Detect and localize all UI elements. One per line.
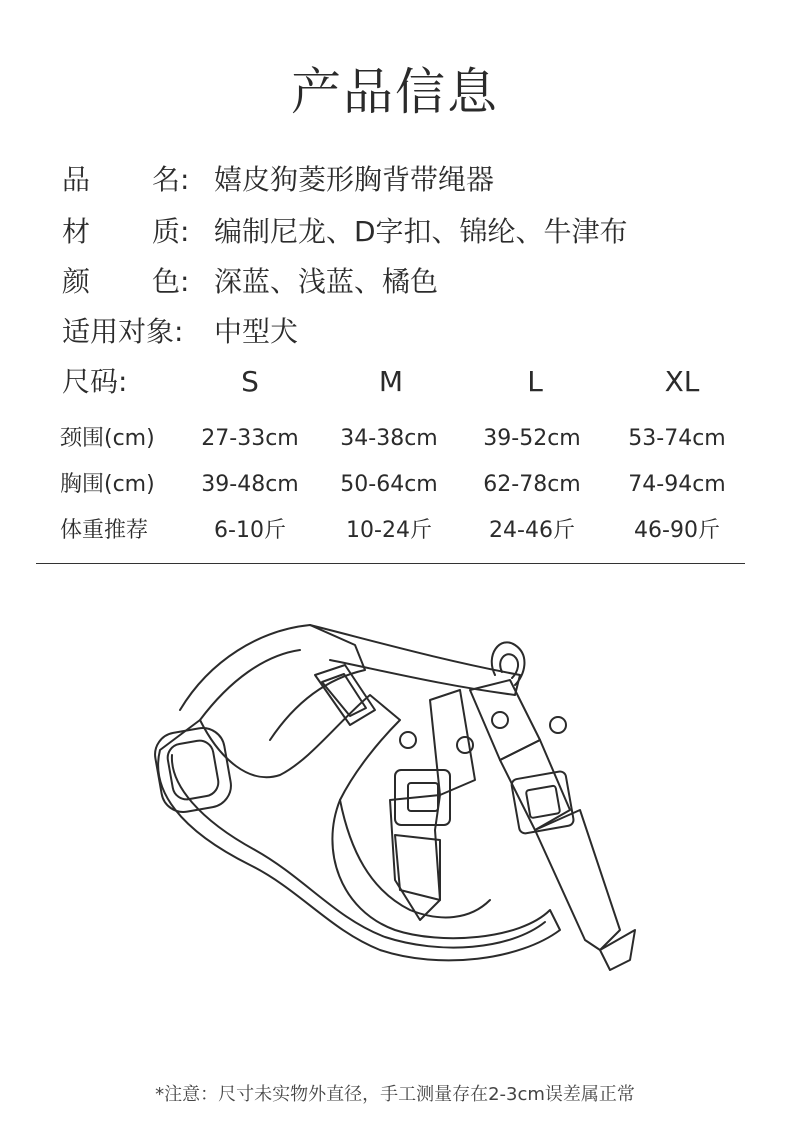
chest-s: 39-48cm	[201, 472, 299, 497]
size-label: 尺码:	[62, 365, 128, 398]
dog-harness-icon	[140, 600, 650, 1000]
info-material-label-a: 材	[62, 215, 91, 248]
neck-l: 39-52cm	[483, 426, 581, 451]
table-row	[0, 424, 790, 454]
info-color-label-b: 色:	[152, 265, 190, 298]
table-row	[0, 470, 790, 500]
chest-m: 50-64cm	[340, 472, 438, 497]
size-s: S	[241, 365, 259, 398]
info-target-label: 适用对象:	[62, 315, 184, 348]
size-l: L	[527, 365, 543, 398]
neck-m: 34-38cm	[340, 426, 438, 451]
info-color-value: 深蓝、浅蓝、橘色	[214, 265, 439, 298]
neck-s: 27-33cm	[201, 426, 299, 451]
row-label-chest: 胸围(cm)	[60, 472, 155, 497]
row-label-neck: 颈围(cm)	[60, 426, 155, 451]
row-label-weight: 体重推荐	[60, 518, 149, 543]
info-material-row	[62, 214, 628, 250]
info-target-row	[62, 314, 298, 350]
weight-s: 6-10斤	[214, 518, 286, 543]
chest-xl: 74-94cm	[628, 472, 726, 497]
weight-l: 24-46斤	[489, 518, 575, 543]
info-name-value: 嬉皮狗菱形胸背带绳器	[214, 163, 495, 196]
divider	[36, 563, 745, 564]
table-row	[0, 516, 790, 546]
info-color-row	[62, 264, 438, 300]
weight-m: 10-24斤	[346, 518, 432, 543]
info-name-label-a: 品	[62, 163, 91, 196]
size-xl: XL	[664, 365, 700, 398]
info-color-label-a: 颜	[62, 265, 91, 298]
info-material-label-b: 质:	[152, 215, 190, 248]
info-name-row	[62, 162, 494, 198]
neck-xl: 53-74cm	[628, 426, 726, 451]
info-material-value: 编制尼龙、D字扣、锦纶、牛津布	[214, 215, 628, 248]
info-target-value: 中型犬	[214, 315, 299, 348]
weight-xl: 46-90斤	[634, 518, 720, 543]
footer-note: *注意：尺寸未实物外直径，手工测量存在2-3cm误差属正常	[155, 1084, 635, 1105]
info-name-label-b: 名:	[152, 163, 190, 196]
size-m: M	[378, 365, 404, 398]
page-title: 产品信息	[291, 63, 499, 121]
chest-l: 62-78cm	[483, 472, 581, 497]
